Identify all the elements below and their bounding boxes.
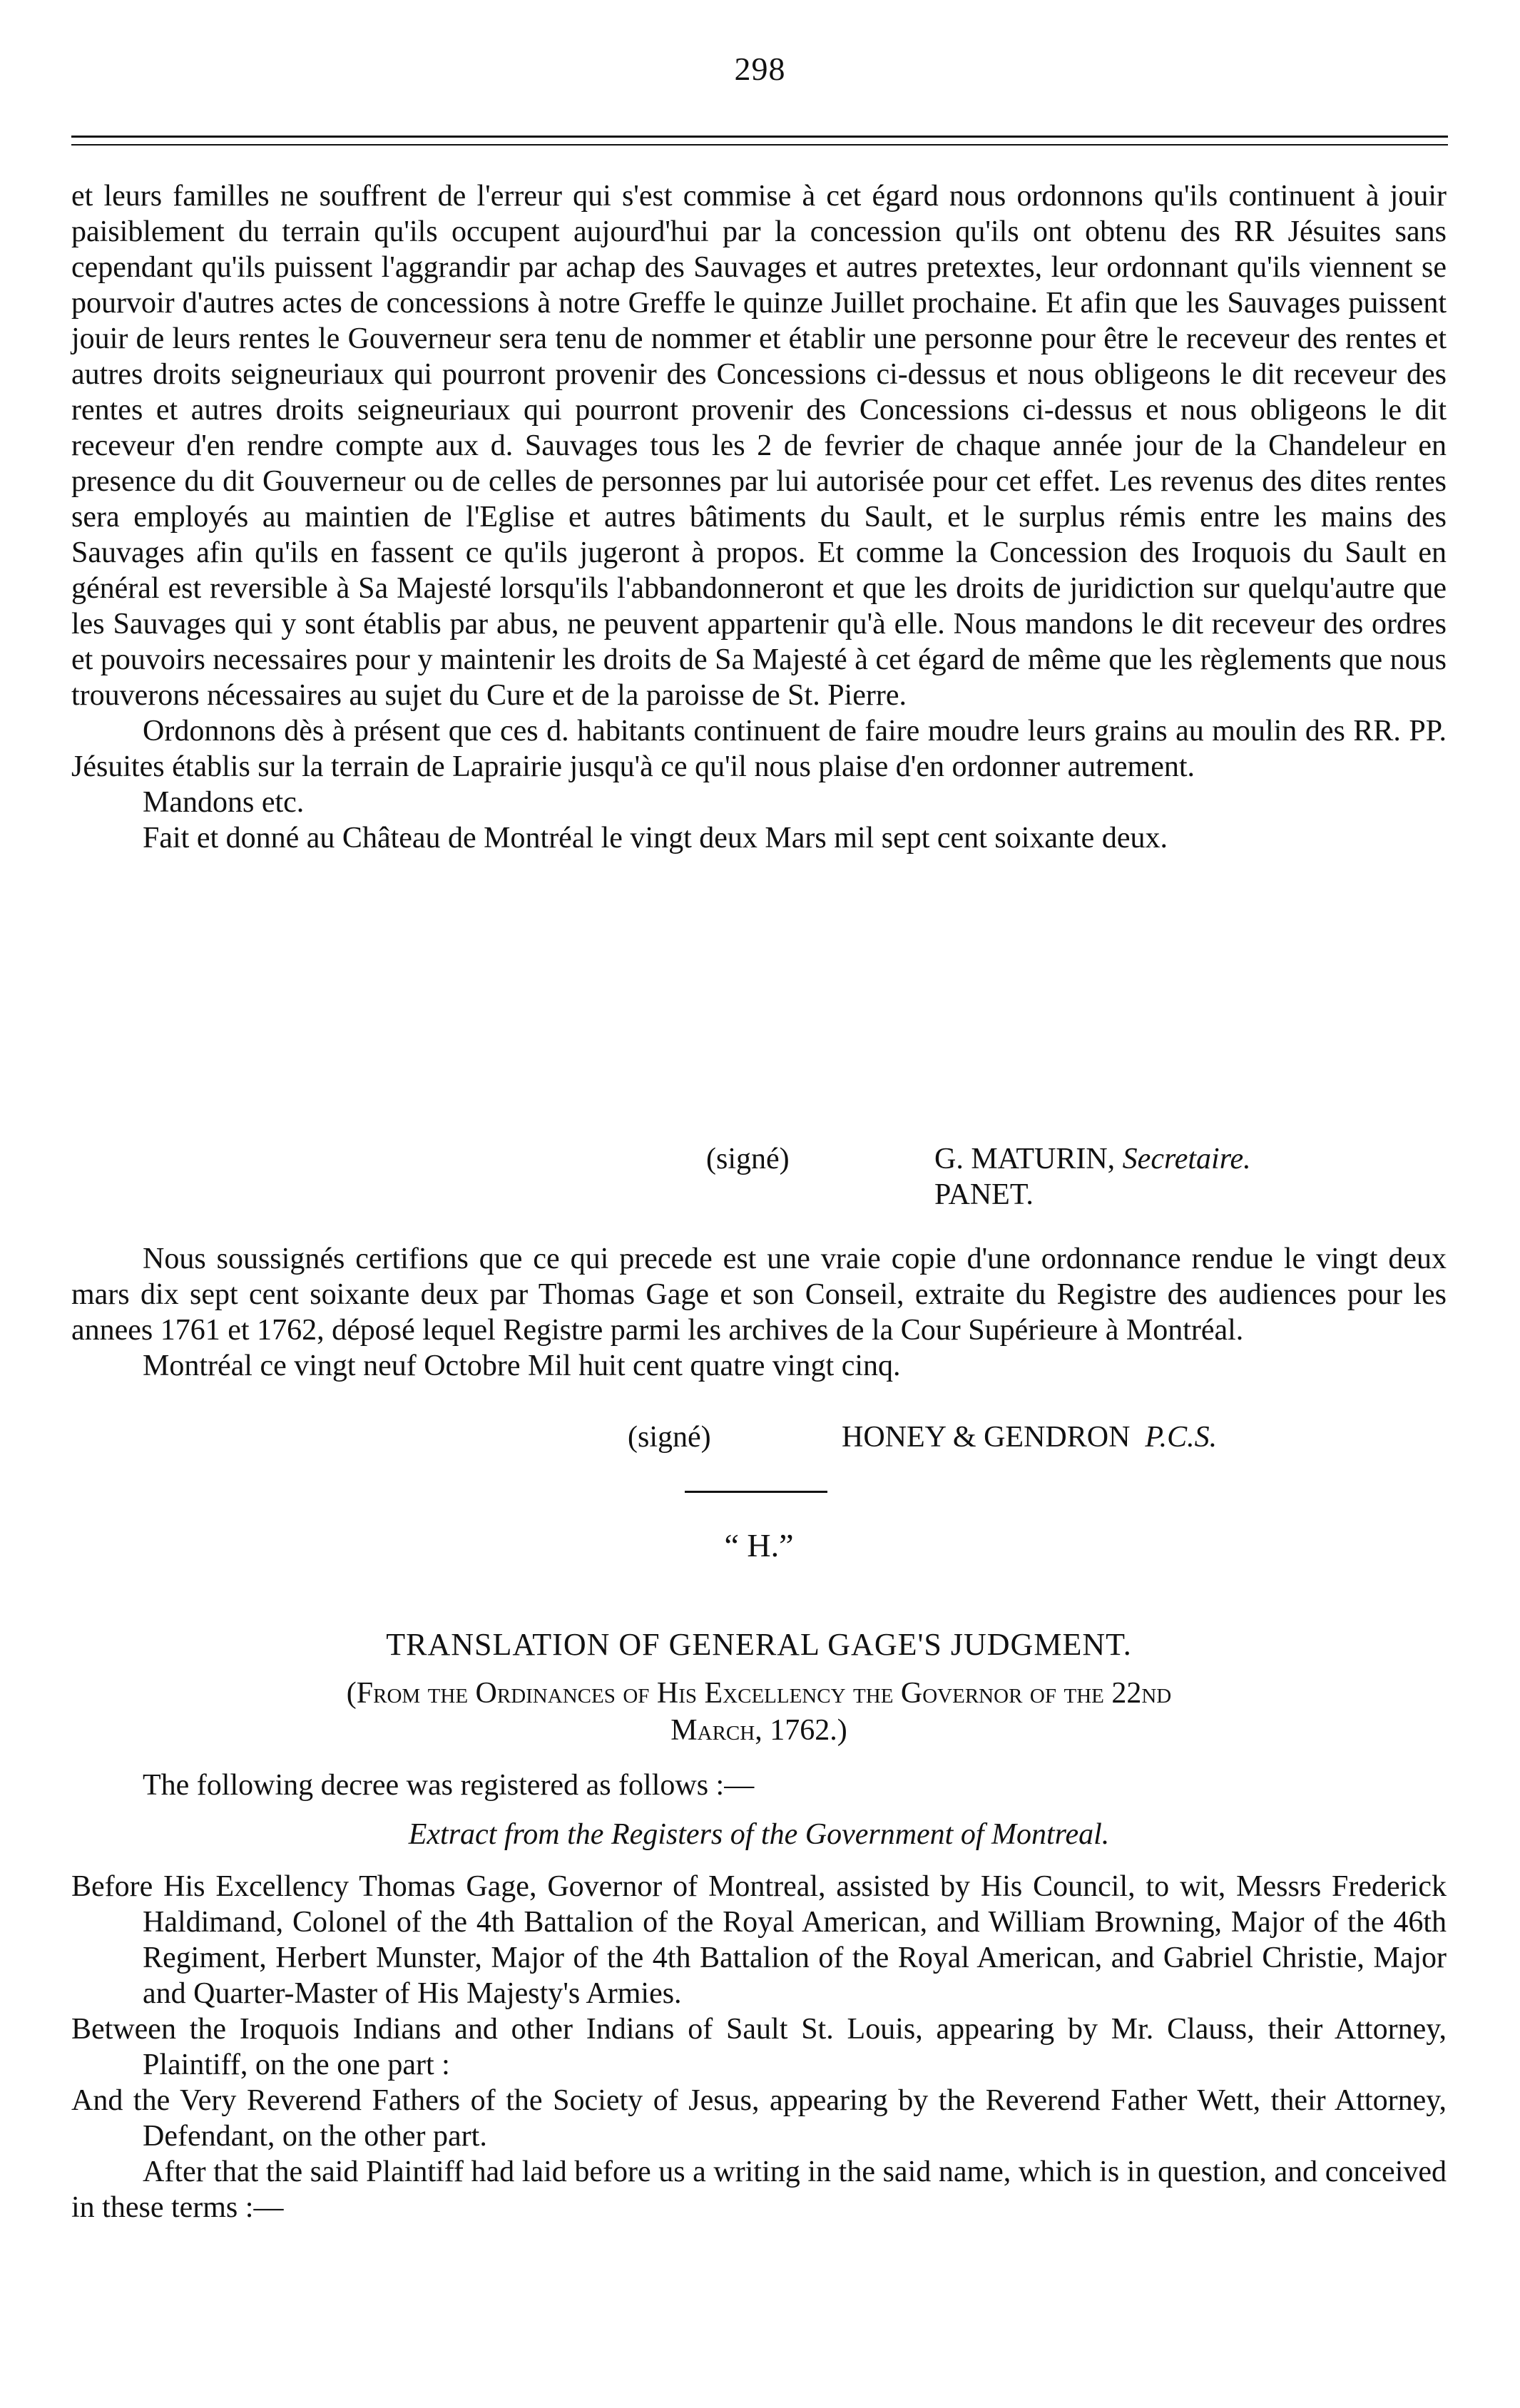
ordinance-paragraph-2: Ordonnons dès à présent que ces d. habitants continuent de faire moudre leurs grains au moulin des RR. PP. Jésuites établis sur la terrain de Laprairie jusqu'à ce qu'il nous plaise d'en ordonner autrement. <box>71 715 1447 783</box>
ordinance-signer-2: PANET. <box>934 1178 1034 1211</box>
translation-subheading-line-2: March, 1762.) <box>670 1714 847 1747</box>
ordinance-signer-title: Secretaire. <box>1122 1143 1251 1175</box>
translation-body <box>71 1869 1447 2225</box>
certification-signed-label: (signé) <box>628 1421 711 1454</box>
certification-text <box>71 1241 1447 1384</box>
translation-intro: The following decree was registered as follows :— <box>143 1769 755 1802</box>
ordinance-paragraph-3: Mandons etc. <box>143 786 305 819</box>
certification-paragraph-2: Montréal ce vingt neuf Octobre Mil huit cent quatre vingt cinq. <box>143 1350 901 1382</box>
certification-signers <box>842 1419 1217 1455</box>
ordinance-paragraph-4: Fait et donné au Château de Montréal le vingt deux Mars mil sept cent soixante deux. <box>143 822 1168 854</box>
extract-title: Extract from the Registers of the Government of Montreal. <box>408 1818 1110 1851</box>
french-ordinance-text <box>71 178 1447 856</box>
translation-subheading-line-1: (From the Ordinances of His Excellency the Governor of the 22nd <box>346 1677 1172 1710</box>
header-rule-bottom <box>71 144 1448 146</box>
ordinance-signed-label: (signé) <box>706 1143 790 1175</box>
ordinance-signer-name: G. MATURIN, <box>934 1143 1116 1175</box>
ordinance-signer <box>934 1141 1251 1177</box>
header-rule-top <box>71 136 1448 138</box>
section-divider <box>685 1491 827 1493</box>
paragraph-and: And the Very Reverend Fathers of the Society of Jesus, appearing by the Reverend Father Wett, their Attorney, Defendant, on the other part. <box>71 2084 1447 2153</box>
paragraph-after: After that the said Plaintiff had laid before us a writing in the said name, which is in question, and conceived in these terms :— <box>71 2156 1447 2224</box>
section-marker: “ H.” <box>724 1527 794 1563</box>
certification-signers-title: P.C.S. <box>1145 1421 1218 1454</box>
paragraph-before: Before His Excellency Thomas Gage, Governor of Montreal, assisted by His Council, to wit, Messrs Frederick Haldimand, Colonel of the 4th Battalion of the Royal American, and William Browning, Major of the 46th Regiment, Herbert Munster, Major of the 4th Battalion of the Royal American, and Gabriel Christie, Major and Quarter-Master of His Majesty's Armies. <box>71 1870 1447 2010</box>
certification-signers-name: HONEY & GENDRON <box>842 1421 1131 1454</box>
ordinance-paragraph-1: et leurs familles ne souffrent de l'erreur qui s'est commise à cet égard nous ordonnons qu'ils continuent à jouir paisiblement du terrain qu'ils occupent aujourd'hui par la concession qu'ils ont obtenu des RR Jésuites sans cependant qu'ils puissent l'aggrandir par achap des Sauvages et autres pretextes, leur ordonnant qu'ils viennent se pourvoir d'autres actes de concessions à notre Greffe le quinze Juillet prochaine. Et afin que les Sauvages puissent jouir de leurs rentes le Gouverneur sera tenu de nommer et établir une personne pour être le receveur des rentes et autres droits seigneuriaux qui pourront provenir des Concessions ci-dessus et nous obligeons le dit receveur des rentes et autres droits seigneuriaux qui pourront provenir des Concessions ci-dessus et nous obligeons le dit receveur d'en rendre compte aux d. Sauvages tous les 2 de fevrier de chaque année jour de la Chandeleur en presence du dit Gouverneur ou de celles de personnes par lui autorisée pour cet effet. Les revenus des dites rentes sera employés au maintien de l'Eglise et autres bâtiments du Sault, et le surplus rémis entre les mains des Sauvages afin qu'ils en fassent ce qu'ils jugeront à propos. Et comme la Concession des Iroquois du Sault en général est reversible à Sa Majesté lorsqu'ils l'abbandonneront et que les droits de juridiction sur quelqu'autre que les Sauvages qui y sont établis par abus, ne peuvent appartenir qu'à elle. Nous mandons le dit receveur des ordres et pouvoirs necessaires pour y maintenir les droits de Sa Majesté à cet égard de même que les règlements que nous trouverons nécessaires au sujet du Cure et de la paroisse de St. Pierre. <box>71 180 1447 712</box>
certification-paragraph-1: Nous soussignés certifions que ce qui precede est une vraie copie d'une ordonnance rendue le vingt deux mars dix sept cent soixante deux par Thomas Gage et son Conseil, extraite du Registre des audiences pour les annees 1761 et 1762, déposé lequel Registre parmi les archives de la Cour Supérieure à Montréal. <box>71 1243 1447 1347</box>
paragraph-between: Between the Iroquois Indians and other Indians of Sault St. Louis, appearing by Mr. Clauss, their Attorney, Plaintiff, on the one part : <box>71 2013 1447 2081</box>
translation-heading: TRANSLATION OF GENERAL GAGE'S JUDGMENT. <box>386 1627 1132 1662</box>
page-number: 298 <box>734 51 786 87</box>
